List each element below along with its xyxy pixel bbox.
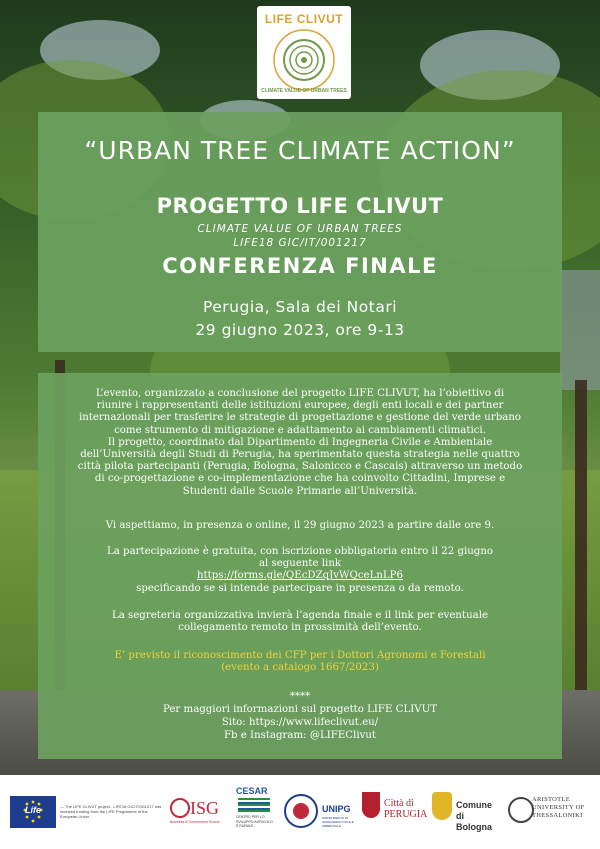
event-title: “URBAN TREE CLIMATE ACTION” (84, 136, 516, 165)
registration-link[interactable]: https://forms.gle/QEcDZqJvWQceLnLP6 (196, 570, 404, 582)
wait-text: Vi aspettiamo, in presenza o online, il 29 giugno 2023 a partire dalle ore 9. (105, 520, 495, 531)
cfp-paragraph (56, 650, 544, 674)
intro-line: come strumento di mitigazione e adattamento ai cambiamenti climatici. (114, 424, 486, 436)
intro-line: città pilota partecipanti (Perugia, Bologna, Salonicco e Cascais) attraverso un metodo (77, 461, 523, 473)
participation-paragraph (56, 546, 544, 595)
cfp-line: (evento a catalogo 1667/2023) (221, 662, 379, 674)
intro-line: Studenti dalle Scuole Primarie all’Università. (182, 485, 418, 497)
bologna-label: Comune di Bologna (456, 800, 492, 832)
eu-flag-icon (10, 796, 56, 828)
cesar-label: CESAR (236, 786, 268, 796)
event-date: 29 giugno 2023, ore 9-13 (195, 321, 405, 339)
participation-line: La partecipazione è gratuita, con iscrizione obbligatoria entro il 22 giugno (106, 546, 494, 557)
intro-line: di co-progettazione e co-implementazione che ha coinvolto Cittadini, Imprese e (94, 473, 506, 485)
isg-logo (170, 798, 226, 832)
perugia-label: Città di PERUGIA (384, 798, 428, 820)
unipg-logo (322, 798, 362, 832)
secretary-line: La segreteria organizzativa invierà l’agenda finale e il link per eventuale (111, 610, 489, 621)
partner-logos-footer (0, 778, 600, 849)
cesar-waves-icon (238, 798, 270, 812)
university-seal-icon (284, 794, 318, 828)
unipg-label: UNIPG (322, 804, 351, 814)
cesar-sub: CENTRO PER LO SVILUPPO AGRICOLO E RURALE (236, 815, 273, 828)
bologna-crest-icon (432, 792, 452, 820)
intro-line: Il progetto, coordinato dal Dipartimento di Ingegneria Civile e Ambientale (107, 436, 493, 448)
intro-paragraph (56, 388, 544, 498)
isg-emblem-icon (170, 798, 190, 818)
event-place: Perugia, Sala dei Notari (202, 298, 398, 316)
isg-label: ISG (190, 798, 220, 818)
intro-line: dell’Università degli Studi di Perugia, ha sperimentato questa strategia nelle quattro (80, 449, 520, 461)
social-handles[interactable]: Fb e Instagram: @LIFEClivut (223, 730, 377, 741)
project-code: LIFE18 GIC/IT/001217 (233, 237, 367, 249)
perugia-crest-icon (362, 792, 380, 818)
intro-line: L’evento, organizzato a conclusione del progetto LIFE CLIVUT, ha l’obiettivo di (95, 388, 505, 399)
life-disclaimer: — The LIFE CLIVUT project - LIFE18 GIC/IT/001217 has received funding from the LIFE Programme of the European Union. (60, 804, 162, 819)
website[interactable]: Sito: https://www.lifeclivut.eu/ (221, 717, 379, 728)
secretary-paragraph (56, 610, 544, 634)
life-clivut-logo (257, 6, 351, 99)
description-panel (38, 373, 562, 759)
eu-life-label: Life (24, 805, 41, 815)
intro-line: riunire i rappresentanti delle istituzioni europee, degli enti locali e dei partner (96, 400, 504, 412)
project-name: PROGETTO LIFE CLIVUT (156, 194, 444, 218)
logo-ring-text: CLIMATE VALUE OF URBAN TREES (261, 88, 347, 94)
auth-emblem-icon (508, 797, 534, 823)
participation-line: al seguente link (258, 558, 342, 570)
project-subtitle: CLIMATE VALUE OF URBAN TREES (197, 223, 403, 235)
isg-sub: Business & Government School (170, 820, 220, 824)
cfp-line: E’ previsto il riconoscimento dei CFP per i Dottori Agronomi e Forestali (114, 650, 486, 661)
separator: **** (289, 691, 311, 702)
info-line: Per maggiori informazioni sul progetto LIFE CLIVUT (163, 704, 437, 715)
auth-label: ARISTOTLE UNIVERSITY OF THESSALONIKI (532, 796, 585, 819)
participation-line: specificando se si intende partecipare in presenza o da remoto. (136, 582, 464, 594)
conference-title: CONFERENZA FINALE (162, 254, 438, 278)
secretary-line: collegamento remoto in prossimità dell’evento. (178, 622, 422, 634)
header-panel (38, 112, 562, 352)
cesar-logo (236, 786, 276, 838)
intro-line: internazionali per trasferire le strategie di progettazione e gestione del verde urbano (78, 412, 522, 424)
unipg-sub: DIPARTIMENTO DI INGEGNERIA CIVILE E AMBIENTALE (322, 816, 354, 828)
logo-title: LIFE CLIVUT (264, 12, 344, 26)
